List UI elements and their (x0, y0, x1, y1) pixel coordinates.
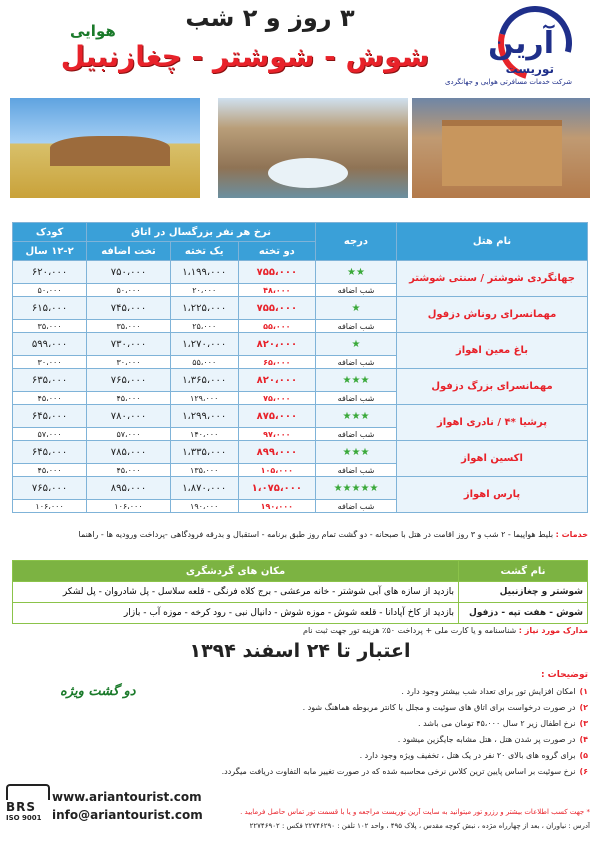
tour-row-name: شوش - هفت تپه - دزفول (459, 603, 588, 624)
price-child: ۷۶۵،۰۰۰ (13, 477, 87, 500)
extra-double: ۴۸،۰۰۰ (238, 284, 315, 297)
logo-name: آرین (488, 26, 554, 61)
extra-night-label: شب اضافه (316, 464, 397, 477)
price-double: ۷۵۵،۰۰۰ (238, 261, 315, 284)
extra-child: ۴۵،۰۰۰ (13, 392, 87, 405)
price-single: ۱،۲۹۹،۰۰۰ (170, 405, 238, 428)
extra-extra-bed: ۳۰،۰۰۰ (87, 356, 171, 369)
tour-row-name: شوشتر و چغازنبیل (459, 582, 588, 603)
col-child: کودک (13, 223, 87, 242)
price-child: ۶۴۵،۰۰۰ (13, 405, 87, 428)
price-double: ۸۹۹،۰۰۰ (238, 441, 315, 464)
price-child: ۶۴۵،۰۰۰ (13, 441, 87, 464)
extra-child: ۵۰،۰۰۰ (13, 284, 87, 297)
price-double: ۷۵۵،۰۰۰ (238, 297, 315, 320)
hotel-row (13, 369, 588, 392)
photo-chogha-zanbil (10, 98, 200, 198)
extra-extra-bed: ۳۵،۰۰۰ (87, 320, 171, 333)
email-link[interactable]: info@ariantourist.com (52, 808, 203, 822)
header (0, 0, 600, 96)
footer (0, 778, 600, 843)
extra-extra-bed: ۱۰۶،۰۰۰ (87, 500, 171, 513)
hotel-stars: ★★★ (316, 441, 397, 464)
website-link[interactable]: www.ariantourist.com (52, 790, 202, 804)
price-double: ۸۲۰،۰۰۰ (238, 369, 315, 392)
trip-duration: ۳ روز و ۲ شب (185, 4, 355, 32)
note-item: ۱)امکان افزایش تور برای تعداد شب بیشتر وجود دارد . (401, 687, 588, 696)
extra-night-label: شب اضافه (316, 500, 397, 513)
price-single: ۱،۲۷۰،۰۰۰ (170, 333, 238, 356)
price-extra-bed: ۷۳۰،۰۰۰ (87, 333, 171, 356)
col-single: یک تخته (170, 242, 238, 261)
note-item: ۲)در صورت درخواست برای اتاق های سوئیت و مجلل با کانتر مربوطه هماهنگ شود . (302, 703, 588, 712)
docs-label: مدارک مورد نیاز : (518, 626, 588, 635)
logo-sub: توریست (505, 62, 554, 76)
extra-extra-bed: ۴۵،۰۰۰ (87, 464, 171, 477)
trip-route-title: شوش - شوشتر - چغازنبیل (60, 40, 430, 73)
price-double: ۱،۰۷۵،۰۰۰ (238, 477, 315, 500)
extra-single: ۱۹۰،۰۰۰ (170, 500, 238, 513)
tour-table (12, 560, 588, 624)
price-extra-bed: ۷۸۵،۰۰۰ (87, 441, 171, 464)
brs-roof-icon (6, 784, 50, 800)
extra-double: ۵۵،۰۰۰ (238, 320, 315, 333)
col-child-age: ۱۲-۲ سال (13, 242, 87, 261)
extra-night-label: شب اضافه (316, 428, 397, 441)
contact-info: * جهت کسب اطلاعات بیشتر و رزرو تور میتوانید به سایت آرین توریست مراجعه و یا با قسمت تور تماس حاصل فرمایید . (240, 808, 590, 816)
hotel-row (13, 333, 588, 356)
price-single: ۱،۳۶۵،۰۰۰ (170, 369, 238, 392)
col-tour-places: مکان های گردشگری (13, 561, 459, 582)
tour-row-places: بازدید از کاخ آپادانا - قلعه شوش - موزه شوش - دانیال نبی - رود کرخه - موزه آب - بازار (13, 603, 459, 624)
hotel-name: پرشیا *۴ / نادری اهواز (397, 405, 588, 441)
col-hotel: نام هتل (397, 223, 588, 261)
price-child: ۶۲۰،۰۰۰ (13, 261, 87, 284)
extra-single: ۱۴۰،۰۰۰ (170, 428, 238, 441)
hotel-name: مهمانسرای روناش دزفول (397, 297, 588, 333)
col-extra-bed: تخت اضافه (87, 242, 171, 261)
price-extra-bed: ۷۴۵،۰۰۰ (87, 297, 171, 320)
brs-label: BRS (6, 800, 37, 814)
hotel-name: باغ معین اهواز (397, 333, 588, 369)
note-item: ۶)نرخ سوئیت بر اساس پایین ترین کلاس نرخی محاسبه شده که در صورت تغییر مابه التفاوت دریافت میگردد. (221, 767, 588, 776)
price-single: ۱،۱۹۹،۰۰۰ (170, 261, 238, 284)
price-extra-bed: ۷۶۵،۰۰۰ (87, 369, 171, 392)
tour-row-places: بازدید از سازه های آبی شوشتر - خانه مرعشی - برج کلاه فرنگی - قلعه سلاسل - پل شادروان - پل لشکر (13, 582, 459, 603)
price-single: ۱،۸۷۰،۰۰۰ (170, 477, 238, 500)
docs-text: شناسنامه و یا کارت ملی + پرداخت ۵۰٪ هزینه تور جهت ثبت نام (303, 626, 517, 635)
col-double: دو تخته (238, 242, 315, 261)
logo-tagline: شرکت خدمات مسافرتی هوایی و جهانگردی (444, 78, 572, 86)
extra-child: ۳۰،۰۰۰ (13, 356, 87, 369)
col-adult-group: نرخ هر نفر بزرگسال در اتاق (87, 223, 316, 242)
hotel-price-table (12, 222, 588, 513)
extra-child: ۱۰۶،۰۰۰ (13, 500, 87, 513)
hotel-row (13, 441, 588, 464)
validity-date: اعتبار تا ۲۴ اسفند ۱۳۹۴ (189, 640, 411, 662)
iso-label: ISO 9001 (6, 814, 42, 822)
extra-night-label: شب اضافه (316, 356, 397, 369)
photo-susa-castle (412, 98, 590, 198)
hotel-stars: ★★★ (316, 405, 397, 428)
hotel-row (13, 297, 588, 320)
note-item: ۳)نرخ اطفال زیر ۲ سال ۴۵،۰۰۰ تومان می باشد . (418, 719, 588, 728)
extra-single: ۵۵،۰۰۰ (170, 356, 238, 369)
note-item: ۴)در صورت پر شدن هتل ، هتل مشابه جایگزین میشود . (397, 735, 588, 744)
hotel-stars: ★★ (316, 261, 397, 284)
extra-extra-bed: ۴۵،۰۰۰ (87, 392, 171, 405)
hotel-stars: ★ (316, 297, 397, 320)
price-extra-bed: ۸۹۵،۰۰۰ (87, 477, 171, 500)
notes-list (158, 670, 588, 776)
services-text: بلیط هواپیما - ۲ شب و ۳ روز اقامت در هتل با صبحانه - دو گشت تمام روز طبق برنامه - استقبال و بدرقه فرودگاهی -پرداخت ورودیه ها - راهنما (78, 530, 554, 539)
note-item: ۵)برای گروه های بالای ۲۰ نفر در یک هتل ، تخفیف ویژه وجود دارد . (359, 751, 588, 760)
services-line (12, 530, 588, 539)
extra-double: ۶۵،۰۰۰ (238, 356, 315, 369)
price-extra-bed: ۷۵۰،۰۰۰ (87, 261, 171, 284)
extra-double: ۱۹۰،۰۰۰ (238, 500, 315, 513)
extra-night-label: شب اضافه (316, 392, 397, 405)
hotel-row (13, 477, 588, 500)
photo-shushtar-watermills (218, 98, 408, 198)
required-documents (12, 626, 588, 635)
extra-child: ۴۵،۰۰۰ (13, 464, 87, 477)
hotel-name: پارس اهواز (397, 477, 588, 513)
special-tours-badge: دو گشت ویژه (60, 684, 136, 699)
extra-extra-bed: ۵۷،۰۰۰ (87, 428, 171, 441)
price-child: ۶۳۵،۰۰۰ (13, 369, 87, 392)
hotel-stars: ★★★ (316, 369, 397, 392)
price-child: ۶۱۵،۰۰۰ (13, 297, 87, 320)
col-tour-name: نام گشت (459, 561, 588, 582)
hotel-stars: ★ (316, 333, 397, 356)
extra-single: ۱۳۵،۰۰۰ (170, 464, 238, 477)
company-address: آدرس : نیاوران ، بعد از چهارراه مژده ، نبش کوچه مقدس ، پلاک ۴۹۵ ، واحد ۱۰۲ تلفن : ۲۲۷۴۶۲۹۰ فکس : ۲۲۷۴۶۹۰۲ (249, 822, 590, 830)
extra-extra-bed: ۵۰،۰۰۰ (87, 284, 171, 297)
extra-night-label: شب اضافه (316, 320, 397, 333)
price-extra-bed: ۷۸۰،۰۰۰ (87, 405, 171, 428)
hotel-row (13, 405, 588, 428)
extra-child: ۳۵،۰۰۰ (13, 320, 87, 333)
hotel-stars: ★★★★★ (316, 477, 397, 500)
extra-child: ۵۷،۰۰۰ (13, 428, 87, 441)
extra-double: ۹۷،۰۰۰ (238, 428, 315, 441)
hotel-name: اکسین اهواز (397, 441, 588, 477)
trip-transport: هوایی (70, 22, 116, 40)
hotel-name: مهمانسرای بزرگ دزفول (397, 369, 588, 405)
price-single: ۱،۳۳۵،۰۰۰ (170, 441, 238, 464)
extra-single: ۲۵،۰۰۰ (170, 320, 238, 333)
extra-double: ۱۰۵،۰۰۰ (238, 464, 315, 477)
extra-single: ۲۰،۰۰۰ (170, 284, 238, 297)
extra-single: ۱۲۹،۰۰۰ (170, 392, 238, 405)
brs-iso-badge (6, 784, 50, 834)
hotel-name: جهانگردی شوشتر / سنتی شوشتر (397, 261, 588, 297)
services-label: خدمات : (555, 530, 588, 539)
price-single: ۱،۲۲۵،۰۰۰ (170, 297, 238, 320)
extra-double: ۷۵،۰۰۰ (238, 392, 315, 405)
extra-night-label: شب اضافه (316, 284, 397, 297)
notes-label: توضیحات : (540, 670, 588, 680)
price-double: ۸۷۵،۰۰۰ (238, 405, 315, 428)
hotel-row (13, 261, 588, 284)
price-double: ۸۲۰،۰۰۰ (238, 333, 315, 356)
price-child: ۵۹۹،۰۰۰ (13, 333, 87, 356)
col-grade: درجه (316, 223, 397, 261)
